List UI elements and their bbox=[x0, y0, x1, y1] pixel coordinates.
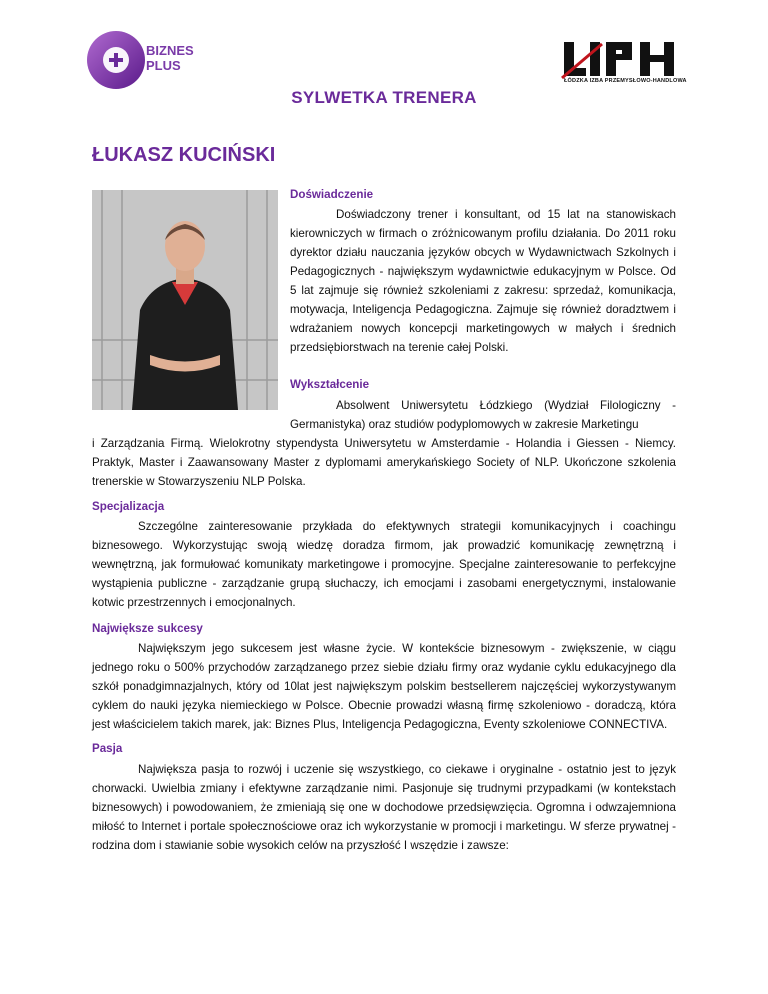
section-heading-experience: Doświadczenie bbox=[290, 188, 374, 201]
page-title: SYLWETKA TRENERA bbox=[291, 88, 477, 107]
section-heading-passion: Pasja bbox=[92, 742, 123, 755]
section-text-education-a: Absolwent Uniwersytetu Łódzkiego (Wydział Filologiczny - Germanistyka) oraz studiów podyplomowych w zakresie Marketingu bbox=[290, 399, 676, 431]
logo-text bbox=[146, 43, 194, 73]
logo-line-1: BIZNES bbox=[146, 43, 194, 58]
section-text-specialization: Szczególne zainteresowanie przykłada do efektywnych strategii komunikacyjnych i coachingu biznesowego. Wykorzystując swoją wiedzę doradza firmom, jak prowadzić komunikację zewnętrzną i wewnętrzną, jak formułować komunikaty marketingowe i promocyjne. Specjalne zainteresowanie to perfekcyjne wystąpienia publiczne - zarządzanie grupą słuchaczy, ich emocjami i zasobami energetycznymi, instalowanie kotwic przestrzennych i emocjonalnych. bbox=[92, 520, 676, 609]
trainer-name: ŁUKASZ KUCIŃSKI bbox=[92, 144, 276, 166]
chamber-caption: ŁÓDZKA IZBA PRZEMYSŁOWO-HANDLOWA bbox=[564, 78, 687, 84]
trainer-photo bbox=[92, 190, 278, 410]
logo-line-2: PLUS bbox=[146, 58, 181, 73]
section-text-successes: Największym jego sukcesem jest własne życie. W kontekście biznesowym - zwiększenie, w ciągu jednego roku o 500% przychodów zarządzanego przez siebie działu firmy oraz wydanie cyklu edukacyjnego dla szkół ponadgimnazjalnych, który od 10lat jest największym polskim bestsellerem najczęściej wykorzystywanym cyklem do nauki języka niemieckiego w Polsce. Obecnie prowadzi własną firmę szkoleniowo - doradczą, która jest właścicielem takich marek, jak: Biznes Plus, Inteligencja Pedagogiczna, Eventy szkoleniowe CONNECTIVA. bbox=[92, 642, 676, 731]
section-heading-education: Wykształcenie bbox=[290, 378, 370, 391]
section-text-experience: Doświadczony trener i konsultant, od 15 lat na stanowiskach kierowniczych w firmach o zróżnicowanym profilu działania. Do 2011 roku dyrektor działu nauczania języków obcych w Wydawnictwach Szkolnych i Pedagogicznych - największym wydawnictwie edukacyjnym w Polsce. Od 5 lat zajmuje się również szkoleniami z zakresu: sprzedaż, komunikacja, motywacja, Inteligencja Pedagogiczna. Zajmuje się również doradztwem i wdrażaniem nowych koncepcji marketingowych w małych i średnich przedsiębiorstwach na terenie całej Polski. bbox=[290, 208, 676, 354]
section-text-passion: Największa pasja to rozwój i uczenie się wszystkiego, co ciekawe i oryginalne - ostatnio jest to język chorwacki. Uwielbia zmiany i efektywne zarządzanie nimi. Pasjonuje się trudnymi przypadkami (w kontekstach biznesowych) i powodowaniem, że zmieniają się one w dochodowe przedsięwzięcia. Ogromna i odwzajemniona miłość to Internet i portale społecznościowe oraz ich wykorzystanie w promocji i marketingu. W sferze prywatnej - rodzina dom i stawianie sobie wysokich celów na przyszłość I wszędzie i zawsze: bbox=[92, 763, 676, 852]
section-heading-successes: Największe sukcesy bbox=[92, 622, 203, 635]
section-heading-specialization: Specjalizacja bbox=[92, 500, 165, 513]
section-text-education-b: i Zarządzania Firmą. Wielokrotny stypendysta Uniwersytetu w Amsterdamie - Holandia i Giessen - Niemcy. Praktyk, Master i Zaawansowany Master z dyplomami amerykańskiego Society of NLP. Ukończone szkolenia trenerskie w Stowarzyszeniu NLP Polska. bbox=[92, 437, 676, 488]
